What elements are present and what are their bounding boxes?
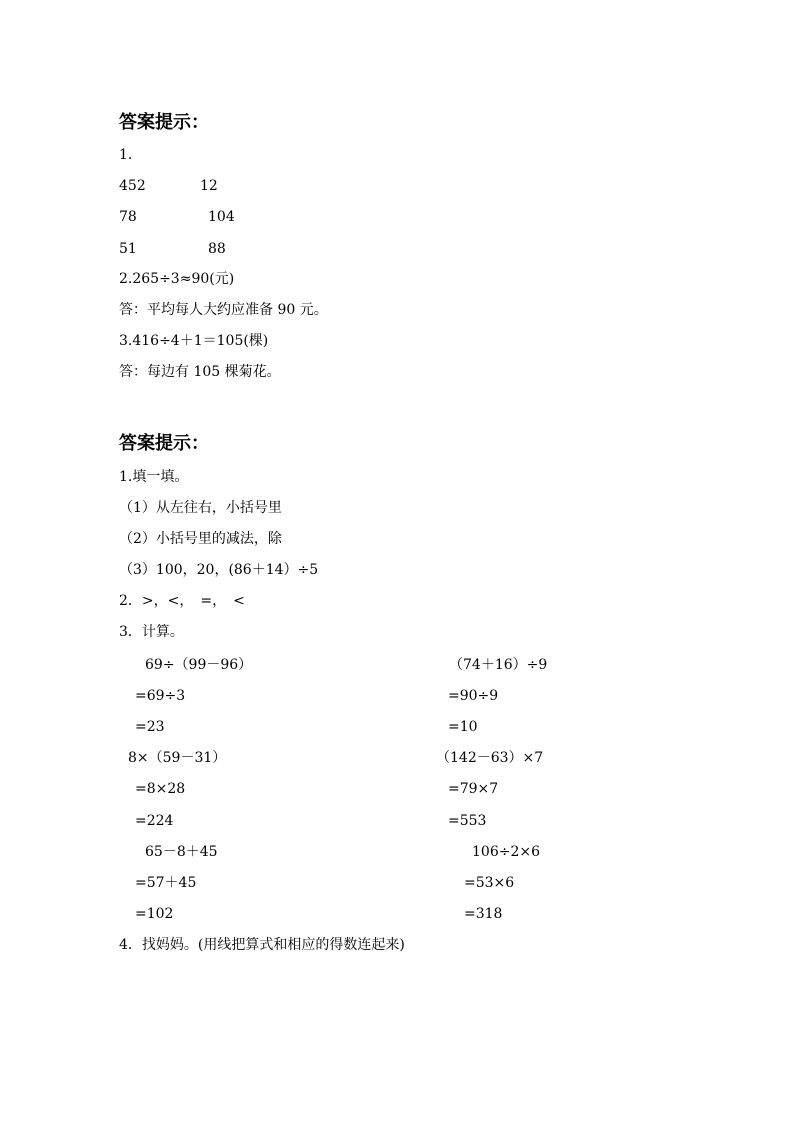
- s1-q1-row1-a: 452: [119, 178, 146, 194]
- section1-heading: 答案提示：: [119, 112, 209, 133]
- s2-q4-line: 4．找妈妈。(用线把算式和相应的得数连起来): [119, 937, 405, 953]
- s1-q1-label: 1.: [119, 147, 133, 163]
- s1-q1-row1-b: 12: [200, 178, 218, 194]
- s2-q2-line: 2．>，<， =， <: [119, 593, 245, 609]
- s2-q1-item3: （3）100，20，(86＋14）÷5: [119, 562, 319, 578]
- calc-left-1: 69÷（99－96）: [145, 657, 253, 673]
- s2-q1-item2: （2）小括号里的减法，除: [119, 531, 282, 547]
- calc-right-3: =10: [448, 719, 478, 735]
- s1-q2-answer: 答：平均每人大约应准备 90 元。: [119, 302, 328, 318]
- calc-left-6: =224: [135, 813, 174, 829]
- s1-q1-row2-a: 78: [119, 209, 137, 225]
- s1-q1-row3-a: 51: [119, 241, 137, 257]
- s2-q1-item1: （1）从左往右，小括号里: [119, 500, 282, 516]
- calc-right-2: =90÷9: [448, 688, 499, 704]
- calc-left-7: 65－8＋45: [145, 844, 218, 860]
- s1-q2-expr: 2.265÷3≈90(元): [119, 271, 235, 287]
- s1-q3-expr: 3.416÷4＋1＝105(棵): [119, 333, 269, 349]
- calc-right-4: （142－63）×7: [436, 750, 544, 766]
- s1-q1-row2-b: 104: [208, 209, 235, 225]
- calc-right-7: 106÷2×6: [472, 844, 540, 860]
- calc-right-5: =79×7: [448, 781, 499, 797]
- calc-left-3: =23: [135, 719, 165, 735]
- calc-left-2: =69÷3: [135, 688, 186, 704]
- section2-heading: 答案提示：: [119, 433, 209, 454]
- calc-right-6: =553: [448, 813, 487, 829]
- s1-q1-row3-b: 88: [208, 241, 226, 257]
- calc-right-9: =318: [464, 906, 503, 922]
- calc-right-8: =53×6: [464, 875, 515, 891]
- calc-left-9: =102: [135, 906, 174, 922]
- calc-right-1: （74＋16）÷9: [449, 657, 548, 673]
- calc-left-4: 8×（59－31）: [128, 750, 227, 766]
- calc-left-8: =57＋45: [135, 875, 197, 891]
- s1-q3-answer: 答：每边有 105 棵菊花。: [119, 364, 281, 380]
- s2-q3-title: 3．计算。: [119, 624, 184, 640]
- s2-q1-title: 1.填一填。: [119, 469, 189, 485]
- calc-left-5: =8×28: [135, 781, 186, 797]
